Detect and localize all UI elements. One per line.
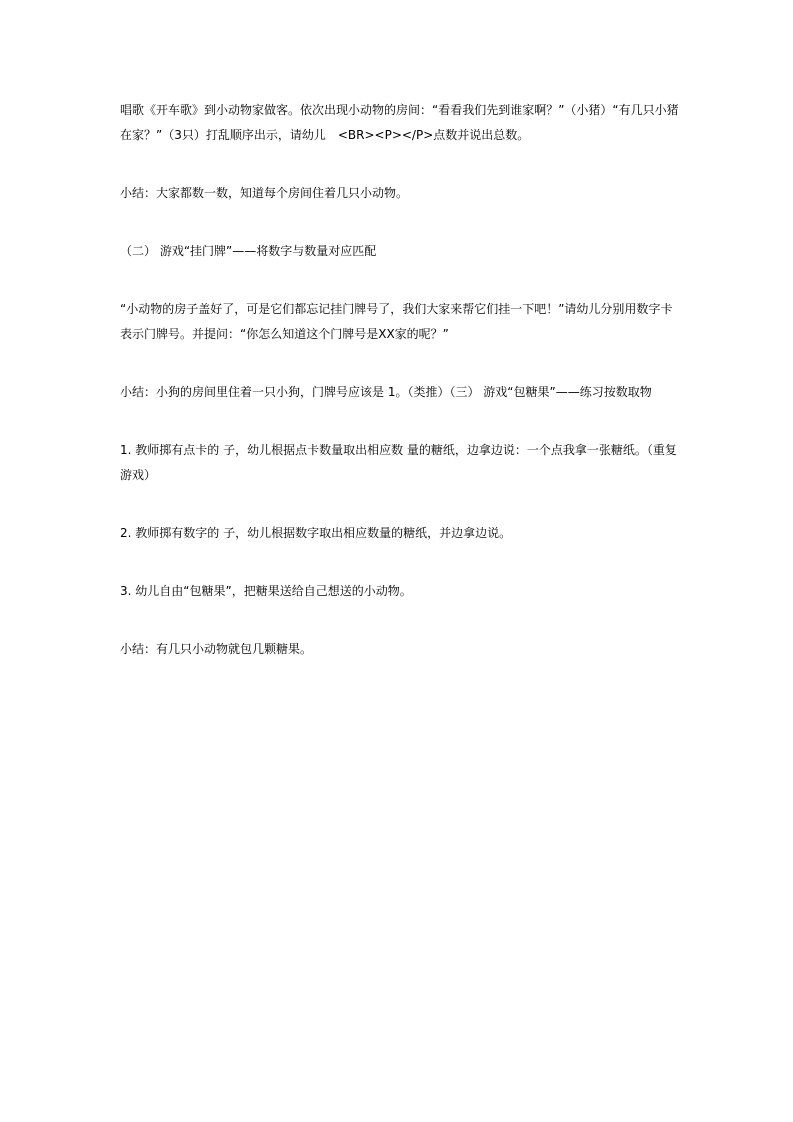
paragraph-step-3: 3. 幼儿自由“包糖果”，把糖果送给自己想送的小动物。 [120, 584, 412, 598]
paragraph-door-plate-game: “小动物的房子盖好了，可是它们都忘记挂门牌号了，我们大家来帮它们挂一下吧！”请幼儿分别用数字卡表示门牌号。并提问：“你怎么知道这个门牌号是XX家的呢？” [120, 302, 673, 341]
paragraph-step-2: 2. 教师掷有数字的 子，幼儿根据数字取出相应数量的糖纸，并边拿边说。 [120, 526, 512, 540]
paragraph-activity-intro: 唱歌《开车歌》到小动物家做客。依次出现小动物的房间：“看看我们先到谁家啊？”（小猪）“有几只小猪在家？”（3只）打乱顺序出示，请幼儿 <BR><P></P>点数并说出总数。 [120, 103, 679, 142]
paragraph-summary-2: 小结：小狗的房间里住着一只小狗，门牌号应该是 1。（类推）（三） 游戏“包糖果”——练习按数取物 [120, 385, 652, 399]
paragraph-section-two-heading: （二） 游戏“挂门牌”——将数字与数量对应匹配 [120, 244, 377, 258]
paragraph-summary-1: 小结：大家都数一数，知道每个房间住着几只小动物。 [120, 186, 409, 200]
paragraph-summary-3: 小结：有几只小动物就包几颗糖果。 [120, 642, 313, 656]
document-body [120, 98, 680, 695]
paragraph-step-1: 1. 教师掷有点卡的 子，幼儿根据点卡数量取出相应数 量的糖纸，边拿边说：一个点我拿一张糖纸。（重复游戏） [120, 443, 677, 482]
